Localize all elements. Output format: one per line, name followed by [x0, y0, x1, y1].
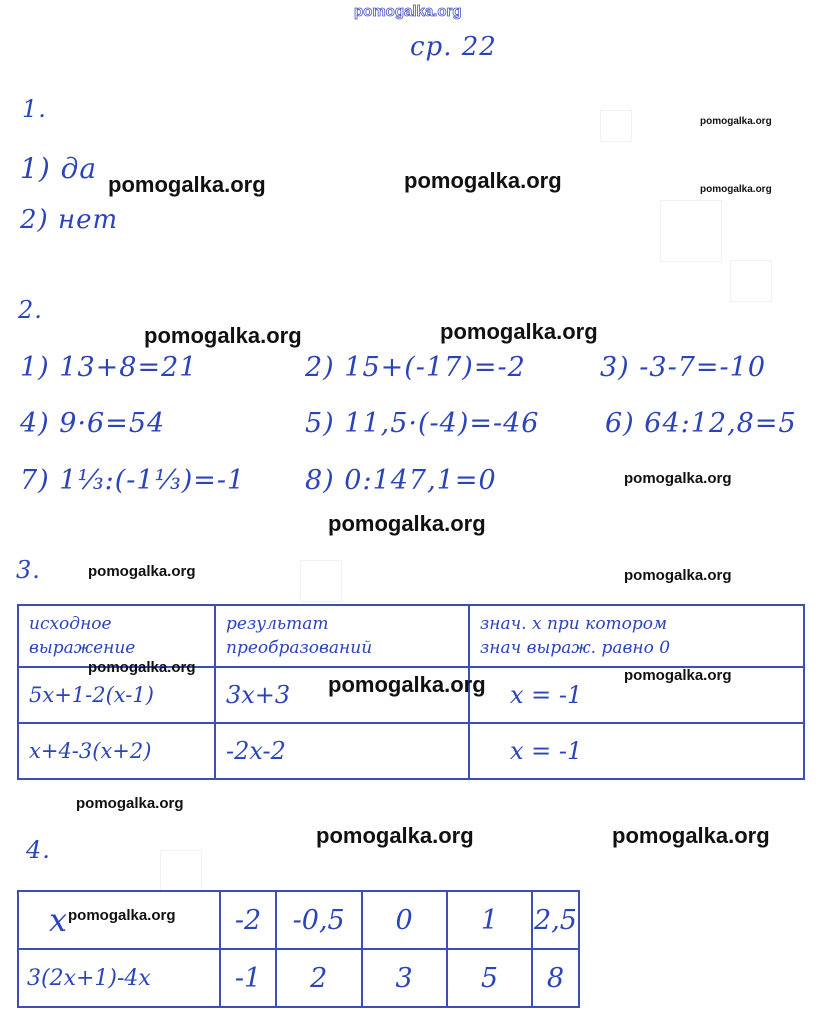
- task3-header-cell: исходное выражение: [18, 605, 215, 667]
- task2-item-3: 3) -3-7=-10: [600, 352, 766, 383]
- task2-item-8: 8) 0:147,1=0: [305, 465, 497, 496]
- task2-item-5: 5) 11,5·(-4)=-46: [305, 408, 540, 439]
- task1-answer-2: 2) нет: [20, 205, 119, 235]
- table-cell: -2x-2: [215, 723, 469, 779]
- task2-item-4: 4) 9·6=54: [20, 408, 166, 439]
- watermark: pomogalka.org: [88, 563, 196, 580]
- table-cell: x = -1: [469, 723, 804, 779]
- table-cell: 0: [362, 891, 447, 949]
- task2-item-1: 1) 13+8=21: [20, 352, 198, 383]
- watermark: pomogalka.org: [76, 795, 184, 812]
- table-cell: x = -1: [469, 667, 804, 723]
- table-cell: 5: [447, 949, 532, 1007]
- watermark: pomogalka.org: [404, 168, 562, 193]
- table-cell: 8: [532, 949, 579, 1007]
- table-row-label: 3(2x+1)-4x: [18, 949, 220, 1007]
- background-grid: [730, 260, 772, 302]
- table-cell: -2: [220, 891, 276, 949]
- task3-header-cell: результат преобразований: [215, 605, 469, 667]
- watermark: pomogalka.org: [108, 172, 266, 197]
- task2-item-2: 2) 15+(-17)=-2: [305, 352, 526, 383]
- table-cell: 3: [362, 949, 447, 1007]
- task1-number: 1.: [22, 95, 47, 123]
- watermark: pomogalka.org: [68, 907, 176, 924]
- watermark: pomogalka.org: [144, 323, 302, 348]
- background-grid: [300, 560, 342, 602]
- page-number: ср. 22: [410, 32, 497, 62]
- table-cell: 2: [276, 949, 362, 1007]
- watermark: pomogalka.org: [612, 823, 770, 848]
- task1-answer-1: 1) да: [20, 152, 98, 185]
- task3-header-cell: знач. x при котором знач выраж. равно 0: [469, 605, 804, 667]
- table-cell: x+4-3(x+2): [18, 723, 215, 779]
- task2-item-6: 6) 64:12,8=5: [605, 408, 797, 439]
- table-cell: 3x+3: [215, 667, 469, 723]
- watermark: pomogalka.org: [700, 116, 772, 127]
- table-cell: 1: [447, 891, 532, 949]
- background-grid: [660, 200, 722, 262]
- watermark: pomogalka.org: [328, 511, 486, 536]
- watermark: pomogalka.org: [624, 470, 732, 487]
- task2-number: 2.: [18, 296, 43, 324]
- table-cell: -0,5: [276, 891, 362, 949]
- watermark: pomogalka.org: [316, 823, 474, 848]
- watermark: pomogalka.org: [440, 319, 598, 344]
- table-cell: -1: [220, 949, 276, 1007]
- watermark: pomogalka.org: [624, 667, 732, 684]
- table-cell: 5x+1-2(x-1): [18, 667, 215, 723]
- task3-number: 3.: [16, 556, 41, 584]
- background-grid: [600, 110, 632, 142]
- watermark: pomogalka.org: [700, 184, 772, 195]
- watermark: pomogalka.org: [624, 567, 732, 584]
- header-site: pomogalka.org: [354, 3, 462, 20]
- table-row-label: x: [18, 891, 220, 949]
- task4-number: 4.: [26, 836, 51, 864]
- background-grid: [160, 850, 202, 892]
- watermark: pomogalka.org: [328, 672, 486, 697]
- table-cell: 2,5: [532, 891, 579, 949]
- task2-item-7: 7) 1⅓:(-1⅓)=-1: [20, 465, 246, 496]
- watermark: pomogalka.org: [88, 659, 196, 676]
